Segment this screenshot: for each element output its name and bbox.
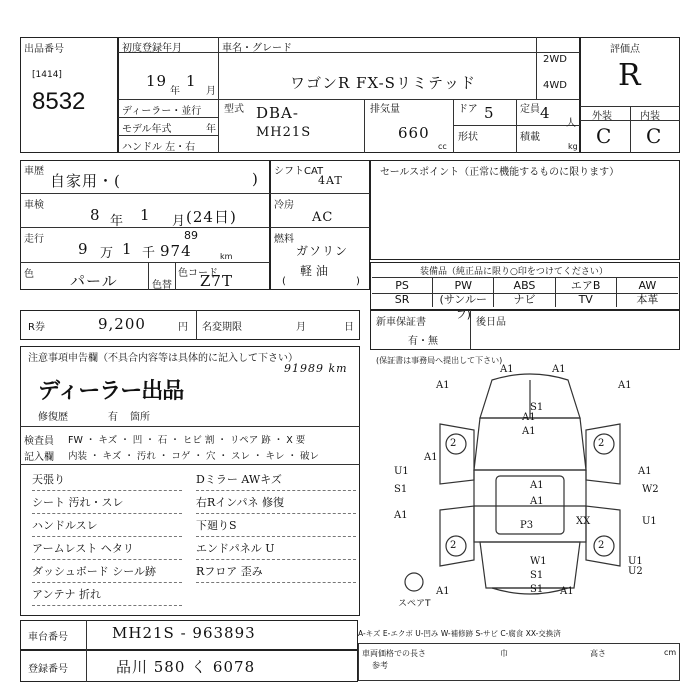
- damage-mark: S1: [530, 570, 544, 581]
- chassis-value: MH21S - 963893: [112, 624, 256, 642]
- sales-point-label: セールスポイント（正常に機能するものに限ります）: [380, 167, 620, 178]
- damage-mark: A1: [530, 496, 544, 507]
- doors-label: ドア: [458, 104, 478, 115]
- handle-label: ハンドル 左・右: [122, 142, 196, 153]
- bottom-label-1: 参考: [372, 661, 388, 670]
- lot-label: 出品番号: [24, 44, 64, 55]
- color-label: 色: [24, 269, 34, 280]
- damage-mark: W1: [530, 556, 547, 567]
- damage-mark: U1: [642, 516, 657, 527]
- bottom-label-5: cm: [664, 648, 677, 657]
- inspection-day: (24日): [186, 208, 237, 226]
- color-value: パール: [70, 272, 118, 290]
- inspection-month: 1: [140, 206, 151, 224]
- recycle-deadline-day: 日: [344, 322, 354, 333]
- damage-mark: A1: [522, 426, 536, 437]
- load-label: 積載: [520, 132, 540, 143]
- equipment-item: ナビ: [494, 292, 555, 307]
- remark-line: シート 汚れ・スレ: [32, 493, 182, 514]
- remark-line: Dミラー AWキズ: [196, 470, 356, 491]
- damage-mark: S1: [530, 584, 544, 595]
- fuel-label: 燃料: [274, 234, 294, 245]
- mileage-sen-unit: 千: [142, 246, 156, 261]
- damage-mark: 2: [598, 540, 605, 551]
- entry-label: 記入欄: [24, 452, 54, 463]
- damage-mark: 2: [450, 438, 457, 449]
- damage-mark: P3: [520, 520, 534, 531]
- damage-mark: A1: [638, 466, 652, 477]
- remark-line: 下廻りS: [196, 516, 356, 537]
- damage-mark: S1: [394, 484, 408, 495]
- color-tone-label: 色替: [152, 280, 172, 291]
- evaluation-value: R: [618, 58, 641, 93]
- mileage-man-unit: 万: [100, 246, 114, 261]
- fuel-value-2: 軽 油: [300, 264, 328, 278]
- warranty-yes-no: 有・無: [408, 336, 438, 347]
- equipment-item: (サンルーフ): [433, 292, 494, 307]
- drive-2wd: 2WD: [543, 54, 567, 65]
- capacity-value: 4: [540, 104, 551, 122]
- equipment-item: 本革: [636, 293, 659, 306]
- damage-mark: U1: [628, 556, 643, 567]
- equipment-item: PS: [372, 278, 433, 293]
- first-reg-month: 1: [186, 72, 197, 90]
- history-close: ): [252, 170, 259, 188]
- mileage-sen: 1: [122, 240, 133, 258]
- damage-mark: S1: [530, 402, 544, 413]
- damage-mark: A1: [394, 510, 408, 521]
- equipment-item: SR: [372, 292, 433, 307]
- damage-mark: 2: [450, 540, 457, 551]
- inspector-marks: FW ・ キズ ・ 凹 ・ 石 ・ ヒビ 割 ・ リペア 跡 ・ X 要: [68, 435, 306, 446]
- recycle-deadline-label: 名変期限: [202, 322, 242, 333]
- recycle-box: [20, 310, 360, 340]
- bottom-label-3: 巾: [500, 649, 508, 658]
- bottom-label-0: 車両価格での: [362, 649, 410, 658]
- entry-marks: 内装 ・ キズ ・ 汚れ ・ コゲ ・ 穴 ・ スレ ・ キレ ・ 破レ: [68, 451, 319, 462]
- inspector-label: 検査員: [24, 436, 54, 447]
- shift-label: シフトCAT: [274, 166, 324, 177]
- mileage-note: 91989 km: [284, 362, 348, 375]
- damage-mark: XX: [576, 516, 591, 527]
- model-year-label: モデル年式: [122, 124, 172, 135]
- registration-label: 登録番号: [28, 664, 68, 675]
- legend: A-キズ E-エクボ U-凹み W-補修跡 S-サビ C-腐食 XX-交換済: [358, 629, 561, 638]
- remark-line: Rフロア 歪み: [196, 562, 356, 583]
- lot-number: 8532: [32, 88, 86, 115]
- bottom-label-4: 高さ: [590, 649, 606, 658]
- color-code: Z7T: [200, 272, 233, 290]
- damage-mark: A1: [424, 452, 438, 463]
- dealer-label: ディーラー・並行: [122, 106, 202, 117]
- aircon-label: 冷房: [274, 200, 294, 211]
- equipment-item: TV: [556, 292, 617, 307]
- lot-code: [1414]: [32, 70, 62, 80]
- warranty-note: (保証書は事務局へ提出して下さい): [376, 356, 503, 365]
- mileage-man: 9: [78, 240, 89, 258]
- recycle-deadline-month: 月: [296, 322, 306, 333]
- repair-label: 修復歴: [38, 412, 68, 423]
- warranty-after-label: 後日品: [476, 317, 506, 328]
- inspection-year-unit: 年: [110, 214, 124, 229]
- remark-line: 右Rインパネ 修復: [196, 493, 356, 514]
- int-value: C: [646, 124, 662, 148]
- damage-mark: A1: [552, 364, 566, 375]
- model-year-unit: 年: [206, 124, 216, 135]
- model-value-1: DBA-: [256, 104, 299, 122]
- damage-mark: A1: [436, 586, 450, 597]
- inspection-year: 8: [90, 206, 101, 224]
- name-grade-value: ワゴンR FX-Sリミテッド: [290, 74, 476, 92]
- remark-line: 天張り: [32, 470, 182, 491]
- equipment-label: 装備品（純正品に限り○印をつけてください）: [420, 267, 608, 277]
- doors-value: 5: [484, 104, 495, 122]
- damage-mark: U2: [628, 566, 643, 577]
- damage-mark: A1: [530, 480, 544, 491]
- repair-place: 箇所: [130, 412, 150, 423]
- shape-label: 形状: [458, 132, 478, 143]
- mileage-label: 走行: [24, 234, 44, 245]
- registration-value: 品川 580 く 6078: [116, 658, 256, 676]
- fuel-value-1: ガソリン: [296, 244, 349, 258]
- drive-4wd: 4WD: [543, 80, 567, 91]
- capacity-unit: 人: [566, 118, 576, 129]
- recycle-unit: 円: [178, 322, 188, 333]
- load-unit: kg: [568, 142, 578, 151]
- damage-mark: A1: [560, 586, 574, 597]
- remark-line: ダッシュボード シール跡: [32, 562, 182, 583]
- int-label: 内装: [640, 111, 660, 122]
- first-reg-year: 19: [146, 72, 168, 90]
- shift-value: 4AT: [318, 174, 343, 187]
- aircon-value: AC: [312, 210, 334, 225]
- damage-mark: A1: [618, 380, 632, 391]
- diagram-marks: [380, 360, 680, 622]
- inspection-month-unit: 月: [172, 214, 186, 229]
- displacement-value: 660: [398, 124, 430, 142]
- damage-mark: A1: [522, 412, 536, 423]
- equipment-row-2: [372, 292, 678, 321]
- first-reg-label: 初度登録年月: [122, 43, 182, 54]
- first-reg-month-unit: 月: [206, 86, 216, 97]
- remark-line: アームレスト ヘタリ: [32, 539, 182, 560]
- repair-value: 有: [108, 412, 118, 423]
- chassis-label: 車台番号: [28, 632, 68, 643]
- displacement-label: 排気量: [370, 104, 400, 115]
- ext-value: C: [596, 124, 612, 148]
- fuel-paren-close: ): [356, 276, 360, 287]
- evaluation-label: 評価点: [610, 44, 640, 55]
- mileage-rest: 974: [160, 242, 192, 260]
- equipment-item: AW: [638, 279, 657, 292]
- dealer-stamp: ディーラー出品: [38, 379, 184, 404]
- bottom-label-2: 長さ: [410, 649, 426, 658]
- name-grade-label: 車名・グレード: [222, 43, 292, 54]
- equipment-item: エアB: [556, 278, 617, 293]
- first-reg-year-unit: 年: [170, 86, 180, 97]
- warranty-label: 新車保証書: [376, 317, 426, 328]
- equipment-item: PW: [433, 278, 494, 293]
- model-value-2: MH21S: [256, 125, 312, 140]
- damage-mark: U1: [394, 466, 409, 477]
- notes-label: 注意事項申告欄（不具合内容等は具体的に記入して下さい）: [28, 353, 298, 364]
- mileage-small: 89: [184, 229, 198, 242]
- damage-mark: A1: [436, 380, 450, 391]
- history-value: 自家用・(: [50, 172, 121, 190]
- capacity-label: 定員: [520, 104, 540, 115]
- color-code-label: 色コード: [178, 268, 218, 279]
- fuel-paren-open: (: [282, 276, 286, 287]
- recycle-value: 9,200: [98, 315, 146, 333]
- spare-label: スペアT: [398, 599, 431, 609]
- mileage-unit: km: [220, 252, 233, 261]
- displacement-unit: cc: [438, 142, 447, 151]
- ext-label: 外装: [592, 111, 612, 122]
- damage-mark: A1: [500, 364, 514, 375]
- damage-mark: 2: [598, 438, 605, 449]
- remark-line: エンドパネル U: [196, 539, 356, 560]
- equipment-item: ABS: [494, 278, 555, 293]
- inspection-label: 車検: [24, 200, 44, 211]
- history-label: 車歴: [24, 166, 44, 177]
- damage-mark: W2: [642, 484, 659, 495]
- model-label: 型式: [224, 104, 244, 115]
- remark-line: ハンドルスレ: [32, 516, 182, 537]
- recycle-label: R券: [28, 322, 45, 333]
- remark-line: アンテナ 折れ: [32, 585, 182, 606]
